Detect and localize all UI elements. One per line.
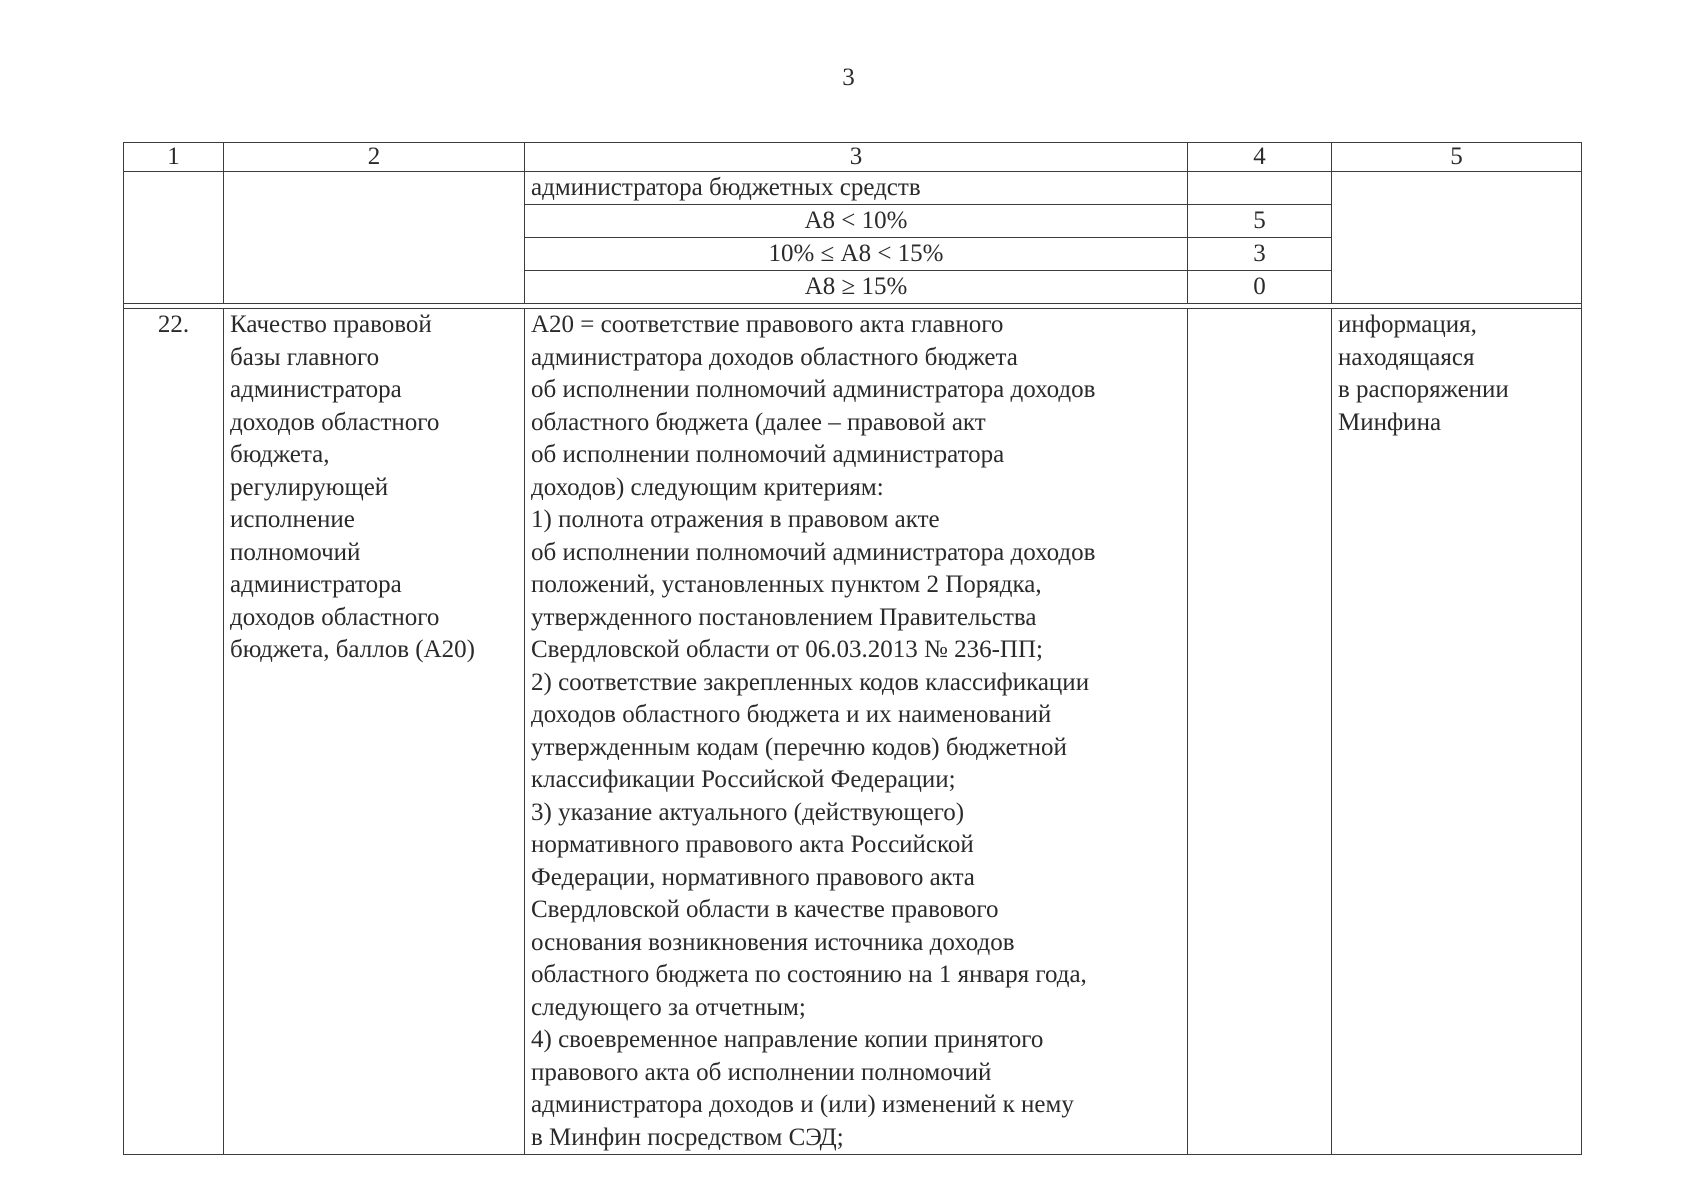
page-number: 3 [842, 64, 855, 91]
condition-score: 0 [1188, 271, 1332, 304]
description-line: 1) полнота отражения в правовом акте [531, 506, 940, 533]
criteria-table [123, 142, 1582, 1155]
description-line: следующего за отчетным; [531, 993, 806, 1021]
source-line: информация, [1338, 311, 1477, 338]
description-line: основания возникновения источника доходов [531, 928, 1015, 956]
indicator-name-line: базы главного [230, 343, 380, 371]
continuation-name-cell [224, 172, 525, 304]
description-line: 3) указание актуального (действующего) [531, 798, 965, 826]
header-col-3: 3 [525, 143, 1188, 172]
description-line: Свердловской области в качестве правового [531, 896, 999, 923]
source-line: в распоряжении [1338, 376, 1509, 403]
description-line: нормативного правового акта Российской [531, 831, 974, 858]
continuation-num-cell [124, 172, 224, 304]
description-line: администратора доходов и (или) изменений к нему [531, 1091, 1074, 1118]
description-line: доходов областного бюджета и их наименований [531, 701, 1052, 728]
indicator-name-line: бюджета, баллов (А20) [230, 636, 475, 663]
description-line: А20 = соответствие правового акта главного [531, 311, 1004, 338]
indicator-name-line: бюджета, [230, 441, 330, 468]
source-line: находящаяся [1338, 343, 1475, 371]
condition-text: А8 ≥ 15% [525, 271, 1188, 304]
description-line: классификации Российской Федерации; [531, 766, 956, 793]
indicator-score-cell [1188, 309, 1332, 1155]
indicator-name-line: доходов областного [230, 603, 440, 631]
header-col-4: 4 [1188, 143, 1332, 172]
description-line: утвержденным кодам (перечню кодов) бюджетной [531, 733, 1067, 761]
continuation-score-cell [1188, 172, 1332, 205]
description-line: администратора доходов областного бюджета [531, 343, 1018, 371]
description-line: 2) соответствие закрепленных кодов классификации [531, 668, 1090, 696]
description-line: об исполнении полномочий администратора доходов [531, 376, 1096, 403]
row-number: 22. [124, 309, 224, 1155]
information-source [1332, 309, 1582, 1155]
description-line: об исполнении полномочий администратора [531, 441, 1005, 468]
description-line: Свердловской области от 06.03.2013 № 236-ПП; [531, 636, 1043, 663]
description-line: доходов) следующим критериям: [531, 473, 884, 501]
header-col-1: 1 [124, 143, 224, 172]
condition-score: 3 [1188, 238, 1332, 271]
indicator-name-line: доходов областного [230, 408, 440, 436]
indicator-name-line: Качество правовой [230, 311, 432, 338]
source-line: Минфина [1338, 408, 1442, 436]
continuation-row [124, 172, 1582, 205]
indicator-name-line: исполнение [230, 506, 355, 533]
indicator-description [525, 309, 1188, 1155]
header-col-2: 2 [224, 143, 525, 172]
description-line: об исполнении полномочий администратора доходов [531, 538, 1096, 566]
indicator-name-line: регулирующей [230, 473, 389, 501]
description-line: в Минфин посредством СЭД; [531, 1123, 844, 1151]
condition-text: 10% ≤ А8 < 15% [525, 238, 1188, 271]
indicator-name [224, 309, 525, 1155]
indicator-name-line: полномочий [230, 538, 361, 566]
condition-score: 5 [1188, 205, 1332, 238]
table-header-row [124, 143, 1582, 172]
description-line: правового акта об исполнении полномочий [531, 1058, 992, 1086]
header-col-5: 5 [1332, 143, 1582, 172]
description-line: областного бюджета (далее – правовой акт [531, 408, 986, 436]
continuation-source-cell [1332, 172, 1582, 304]
indicator-name-line: администратора [230, 376, 402, 403]
description-line: положений, установленных пунктом 2 Порядка, [531, 571, 1042, 598]
description-line: 4) своевременное направление копии принятого [531, 1026, 1044, 1053]
description-line: утвержденного постановлением Правительства [531, 603, 1037, 631]
table-row-22 [124, 309, 1582, 1155]
indicator-name-line: администратора [230, 571, 402, 598]
continuation-text: администратора бюджетных средств [525, 172, 1188, 205]
condition-text: А8 < 10% [525, 205, 1188, 238]
description-line: Федерации, нормативного правового акта [531, 863, 975, 891]
description-line: областного бюджета по состоянию на 1 января года, [531, 961, 1087, 988]
